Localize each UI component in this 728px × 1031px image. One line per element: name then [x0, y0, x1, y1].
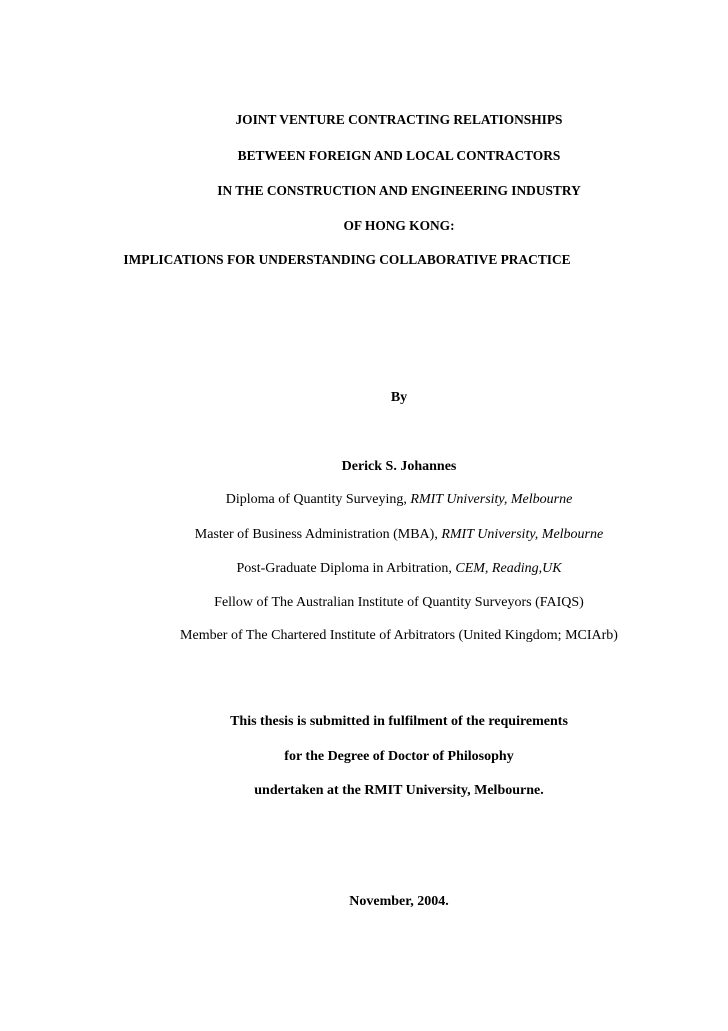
- title-line-2: BETWEEN FOREIGN AND LOCAL CONTRACTORS: [237, 148, 561, 163]
- title-line-5: IMPLICATIONS FOR UNDERSTANDING COLLABORATIVE PRACTICE: [123, 252, 571, 267]
- author-name: Derick S. Johannes: [341, 459, 457, 474]
- title-line-3: IN THE CONSTRUCTION AND ENGINEERING INDUSTRY: [217, 183, 581, 198]
- submission-line-2: for the Degree of Doctor of Philosophy: [284, 749, 514, 764]
- by-label: By: [390, 390, 408, 405]
- credential-text: Member of The Chartered Institute of Arbitrators (United Kingdom; MCIArb): [180, 628, 618, 643]
- submission-date: November, 2004.: [349, 894, 449, 909]
- title-line-1: JOINT VENTURE CONTRACTING RELATIONSHIPS: [235, 112, 563, 127]
- credential-text: Master of Business Administration (MBA),: [194, 527, 442, 542]
- credential-faiqs: [0, 594, 728, 612]
- credential-institution: RMIT University, Melbourne: [410, 492, 573, 507]
- credential-text: Fellow of The Australian Institute of Quantity Surveyors (FAIQS): [214, 595, 584, 610]
- credential-mba: [0, 526, 728, 544]
- credential-institution: CEM, Reading,UK: [455, 561, 562, 576]
- submission-line-1: This thesis is submitted in fulfilment of the requirements: [230, 714, 568, 729]
- credential-diploma-qs: [0, 491, 728, 509]
- credential-institution: RMIT University, Melbourne: [441, 527, 604, 542]
- credential-arbitration: [0, 560, 728, 578]
- credential-mciarb: [0, 627, 728, 645]
- credential-text: Post-Graduate Diploma in Arbitration,: [236, 561, 456, 576]
- submission-line-3: undertaken at the RMIT University, Melbourne.: [254, 783, 544, 798]
- credential-text: Diploma of Quantity Surveying,: [225, 492, 411, 507]
- title-line-4: OF HONG KONG:: [343, 218, 455, 233]
